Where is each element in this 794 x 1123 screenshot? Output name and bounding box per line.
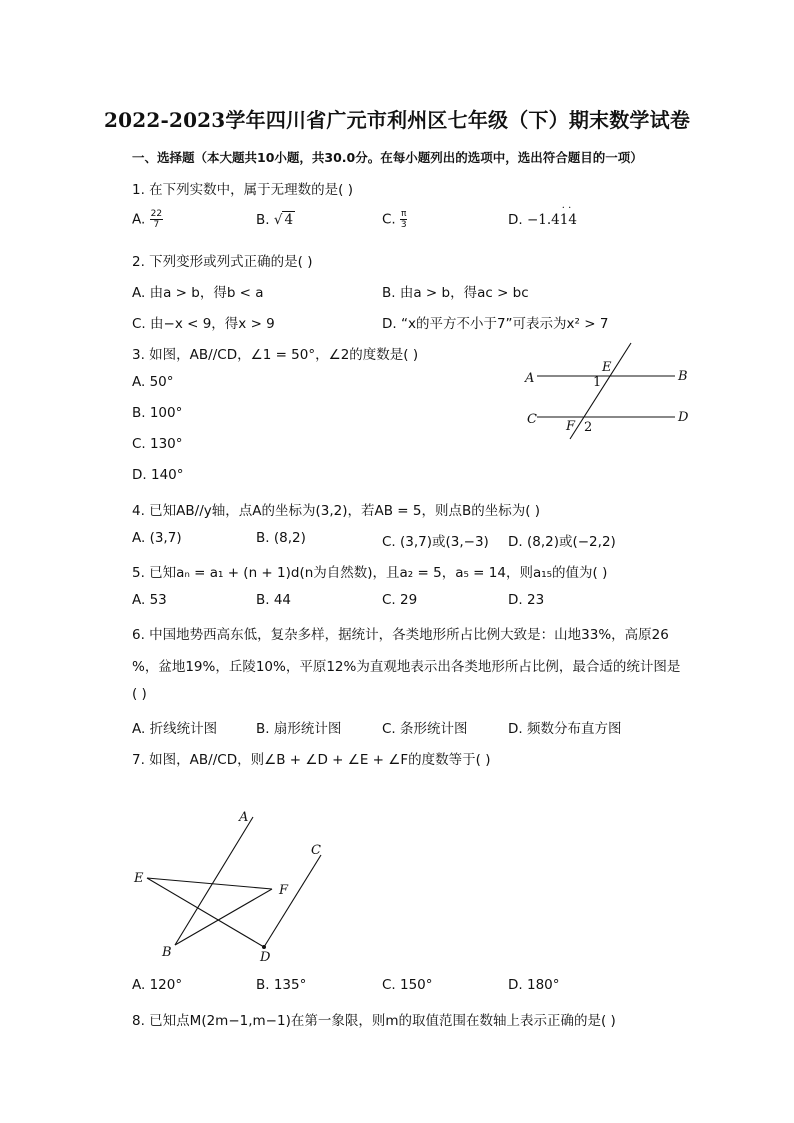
- question-1-stem: 1. 在下列实数中，属于无理数的是( ): [132, 182, 353, 198]
- label-d: D: [678, 410, 689, 425]
- q3-option-b[interactable]: B. 100°: [132, 405, 183, 421]
- question-7-stem: 7. 如图，AB//CD，则∠B + ∠D + ∠E + ∠F的度数等于( ): [132, 752, 491, 768]
- question-6-stem-line3: ( ): [132, 686, 147, 702]
- q2-option-d[interactable]: D. “x的平方不小于7”可表示为x² > 7: [382, 316, 609, 332]
- q1-option-c[interactable]: [382, 209, 407, 230]
- q5-option-d[interactable]: D. 23: [508, 592, 545, 608]
- q4-option-d[interactable]: D. (8,2)或(−2,2): [508, 534, 616, 550]
- section-heading: 一、选择题（本大题共10小题，共30.0分。在每小题列出的选项中，选出符合题目的一项）: [132, 150, 643, 165]
- label-a: A: [239, 810, 249, 825]
- q4-option-b[interactable]: B. (8,2): [256, 530, 306, 546]
- q6-option-d[interactable]: D. 频数分布直方图: [508, 721, 622, 737]
- q6-option-c[interactable]: C. 条形统计图: [382, 721, 468, 737]
- q5-option-b[interactable]: B. 44: [256, 592, 292, 608]
- q4-option-a[interactable]: A. (3,7): [132, 530, 182, 546]
- point-d-dot: [262, 945, 266, 949]
- label-d: D: [260, 950, 271, 965]
- question-2-stem: 2. 下列变形或列式正确的是( ): [132, 254, 313, 270]
- question-8-stem: 8. 已知点M(2m−1,m−1)在第一象限，则m的取值范围在数轴上表示正确的是( ): [132, 1013, 616, 1029]
- q1-a-denominator: 7: [153, 220, 160, 230]
- q1-option-a-label: A.: [132, 211, 146, 228]
- q1-option-a-fraction: [150, 209, 163, 230]
- label-f: F: [279, 883, 289, 898]
- q4-option-c[interactable]: C. (3,7)或(3,−3): [382, 534, 489, 550]
- page-title: 2022-2023学年四川省广元市利州区七年级（下）期末数学试卷: [103, 108, 691, 132]
- q3-option-d[interactable]: D. 140°: [132, 467, 184, 483]
- question-6-stem-line1: 6. 中国地势西高东低，复杂多样，据统计，各类地形所占比例大致是：山地33%，高原26: [132, 627, 669, 643]
- q5-option-a[interactable]: A. 53: [132, 592, 167, 608]
- label-e: E: [134, 871, 144, 886]
- label-a: A: [525, 371, 535, 386]
- q2-option-a[interactable]: A. 由a > b，得b < a: [132, 285, 264, 301]
- q1-option-b-label: B.: [256, 212, 270, 228]
- q1-b-radicand: 4: [284, 212, 294, 228]
- q2-option-b[interactable]: B. 由a > b，得ac > bc: [382, 285, 529, 301]
- q1-c-denominator: 3: [400, 220, 407, 230]
- q7-option-d[interactable]: D. 180°: [508, 977, 560, 993]
- q6-option-b[interactable]: B. 扇形统计图: [256, 721, 342, 737]
- q5-option-c[interactable]: C. 29: [382, 592, 418, 608]
- q3-option-a[interactable]: A. 50°: [132, 374, 174, 390]
- q1-option-c-fraction: [400, 209, 407, 230]
- q1-d-repeating: · · 14: [559, 203, 577, 228]
- q1-d-value: −1.4: [526, 212, 560, 228]
- label-b: B: [162, 945, 172, 960]
- q2-option-c[interactable]: C. 由−x < 9，得x > 9: [132, 316, 275, 332]
- q1-option-c-label: C.: [382, 211, 396, 228]
- label-b: B: [678, 369, 688, 384]
- q1-c-numerator: π: [401, 209, 407, 219]
- q1-option-d-label: D.: [508, 212, 523, 228]
- q1-d-repeat-digits: 14: [559, 212, 577, 228]
- label-e: E: [602, 360, 612, 375]
- q1-option-a[interactable]: [132, 209, 163, 230]
- q1-option-d[interactable]: [508, 203, 577, 228]
- q3-parallel-lines-figure: [515, 340, 705, 445]
- angle-1-label: 1: [593, 375, 602, 390]
- label-c: C: [311, 843, 321, 858]
- q7-option-a[interactable]: A. 120°: [132, 977, 183, 993]
- q7-option-b[interactable]: B. 135°: [256, 977, 307, 993]
- angle-2-label: 2: [584, 420, 593, 435]
- q6-option-a[interactable]: A. 折线统计图: [132, 721, 218, 737]
- question-4-stem: 4. 已知AB//y轴，点A的坐标为(3,2)，若AB = 5，则点B的坐标为( ): [132, 503, 541, 519]
- q1-option-b-sqrt: √ 4: [273, 212, 294, 228]
- line-ed: [147, 878, 264, 947]
- transversal-line: [570, 343, 631, 439]
- q1-a-numerator: 22: [150, 209, 163, 219]
- question-6-stem-line2: %，盆地19%，丘陵10%，平原12%为直观地表示出各类地形所占比例，最合适的统计图是: [132, 659, 681, 675]
- q1-option-b[interactable]: [256, 212, 295, 228]
- question-3-stem: 3. 如图，AB//CD，∠1 = 50°，∠2的度数是( ): [132, 347, 419, 363]
- question-5-stem: 5. 已知aₙ = a₁ + (n + 1)d(n为自然数)，且a₂ = 5，a₅ = 14，则a₁₅的值为( ): [132, 565, 608, 581]
- q7-option-c[interactable]: C. 150°: [382, 977, 433, 993]
- label-f: F: [566, 419, 576, 434]
- line-bf: [175, 889, 272, 945]
- q7-geometry-figure: [125, 805, 340, 965]
- q3-option-c[interactable]: C. 130°: [132, 436, 183, 452]
- line-cd: [264, 855, 321, 947]
- label-c: C: [527, 412, 537, 427]
